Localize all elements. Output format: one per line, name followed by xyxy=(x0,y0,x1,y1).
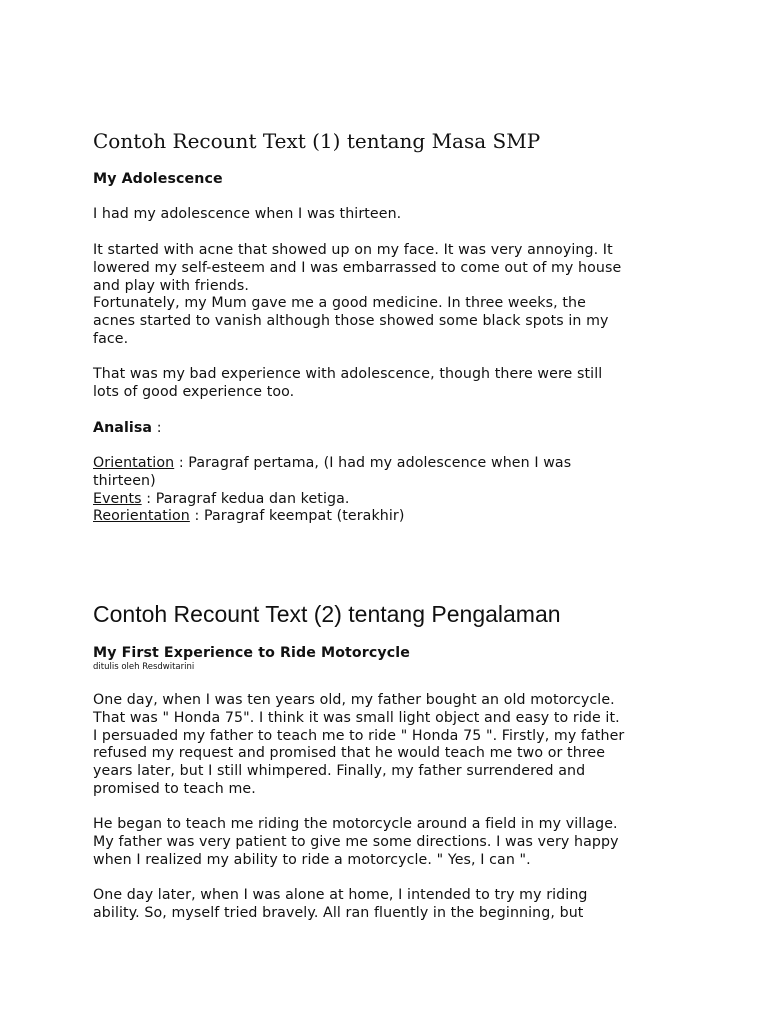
text-line: He began to teach me riding the motorcycle around a field in my village. xyxy=(93,816,618,832)
analysis-orientation-cont: thirteen) xyxy=(93,472,156,489)
section1-heading: Contoh Recount Text (1) tentang Masa SMP xyxy=(93,129,541,153)
events-text: : Paragraf kedua dan ketiga. xyxy=(141,490,350,507)
section2-paragraph-1 xyxy=(93,692,713,799)
analysis-heading xyxy=(93,420,713,438)
reorientation-term: Reorientation xyxy=(93,508,190,525)
text-line: lots of good experience too. xyxy=(93,383,295,400)
analysis-label: Analisa xyxy=(93,420,153,436)
orientation-text: : Paragraf pertama, (I had my adolescence when I was xyxy=(174,455,572,471)
analysis-list xyxy=(93,455,713,526)
text-line: Fortunately, my Mum gave me a good medicine. In three weeks, the xyxy=(93,295,586,312)
section2-heading: Contoh Recount Text (2) tentang Pengalaman xyxy=(93,601,561,627)
analysis-events xyxy=(93,491,713,509)
text-line: lowered my self-esteem and I was embarrassed to come out of my house xyxy=(93,259,622,276)
text-line: One day, when I was ten years old, my father bought an old motorcycle. xyxy=(93,692,615,708)
events-term: Events xyxy=(93,490,142,507)
text-line: promised to teach me. xyxy=(93,780,256,797)
text-line: I persuaded my father to teach me to ride " Honda 75 ". Firstly, my father xyxy=(93,727,625,744)
orientation-term: Orientation xyxy=(93,455,175,471)
analysis-orientation xyxy=(93,455,713,473)
section2-paragraph-3 xyxy=(93,887,713,923)
text-line: My father was very patient to give me some directions. I was very happy xyxy=(93,833,619,850)
text-line: when I realized my ability to ride a motorcycle. " Yes, I can ". xyxy=(93,851,531,868)
section1-paragraph-3 xyxy=(93,366,713,402)
reorientation-text: : Paragraf keempat (terakhir) xyxy=(189,508,405,525)
text-line: face. xyxy=(93,330,129,347)
text-line: refused my request and promised that he would teach me two or three xyxy=(93,745,606,762)
text-line: ability. So, myself tried bravely. All ran fluently in the beginning, but xyxy=(93,904,584,921)
text-line: It started with acne that showed up on my face. It was very annoying. It xyxy=(93,242,613,258)
text-line: years later, but I still whimpered. Finally, my father surrendered and xyxy=(93,763,586,780)
section1-paragraph-2 xyxy=(93,242,713,349)
analysis-colon: : xyxy=(152,420,162,436)
text-line: That was " Honda 75". I think it was small light object and easy to ride it. xyxy=(93,709,620,726)
section2-title: My First Experience to Ride Motorcycle xyxy=(93,645,410,661)
text-line: acnes started to vanish although those showed some black spots in my xyxy=(93,313,609,330)
text-line: One day later, when I was alone at home, I intended to try my riding xyxy=(93,887,588,903)
analysis-reorientation xyxy=(93,508,713,526)
section2-credit: ditulis oleh Resdwitarini xyxy=(93,662,195,672)
section2-paragraph-2 xyxy=(93,816,713,869)
text-line: That was my bad experience with adolescence, though there were still xyxy=(93,366,603,382)
section1-title: My Adolescence xyxy=(93,171,223,187)
section1-paragraph-1: I had my adolescence when I was thirteen. xyxy=(93,206,402,222)
text-line: and play with friends. xyxy=(93,277,249,294)
